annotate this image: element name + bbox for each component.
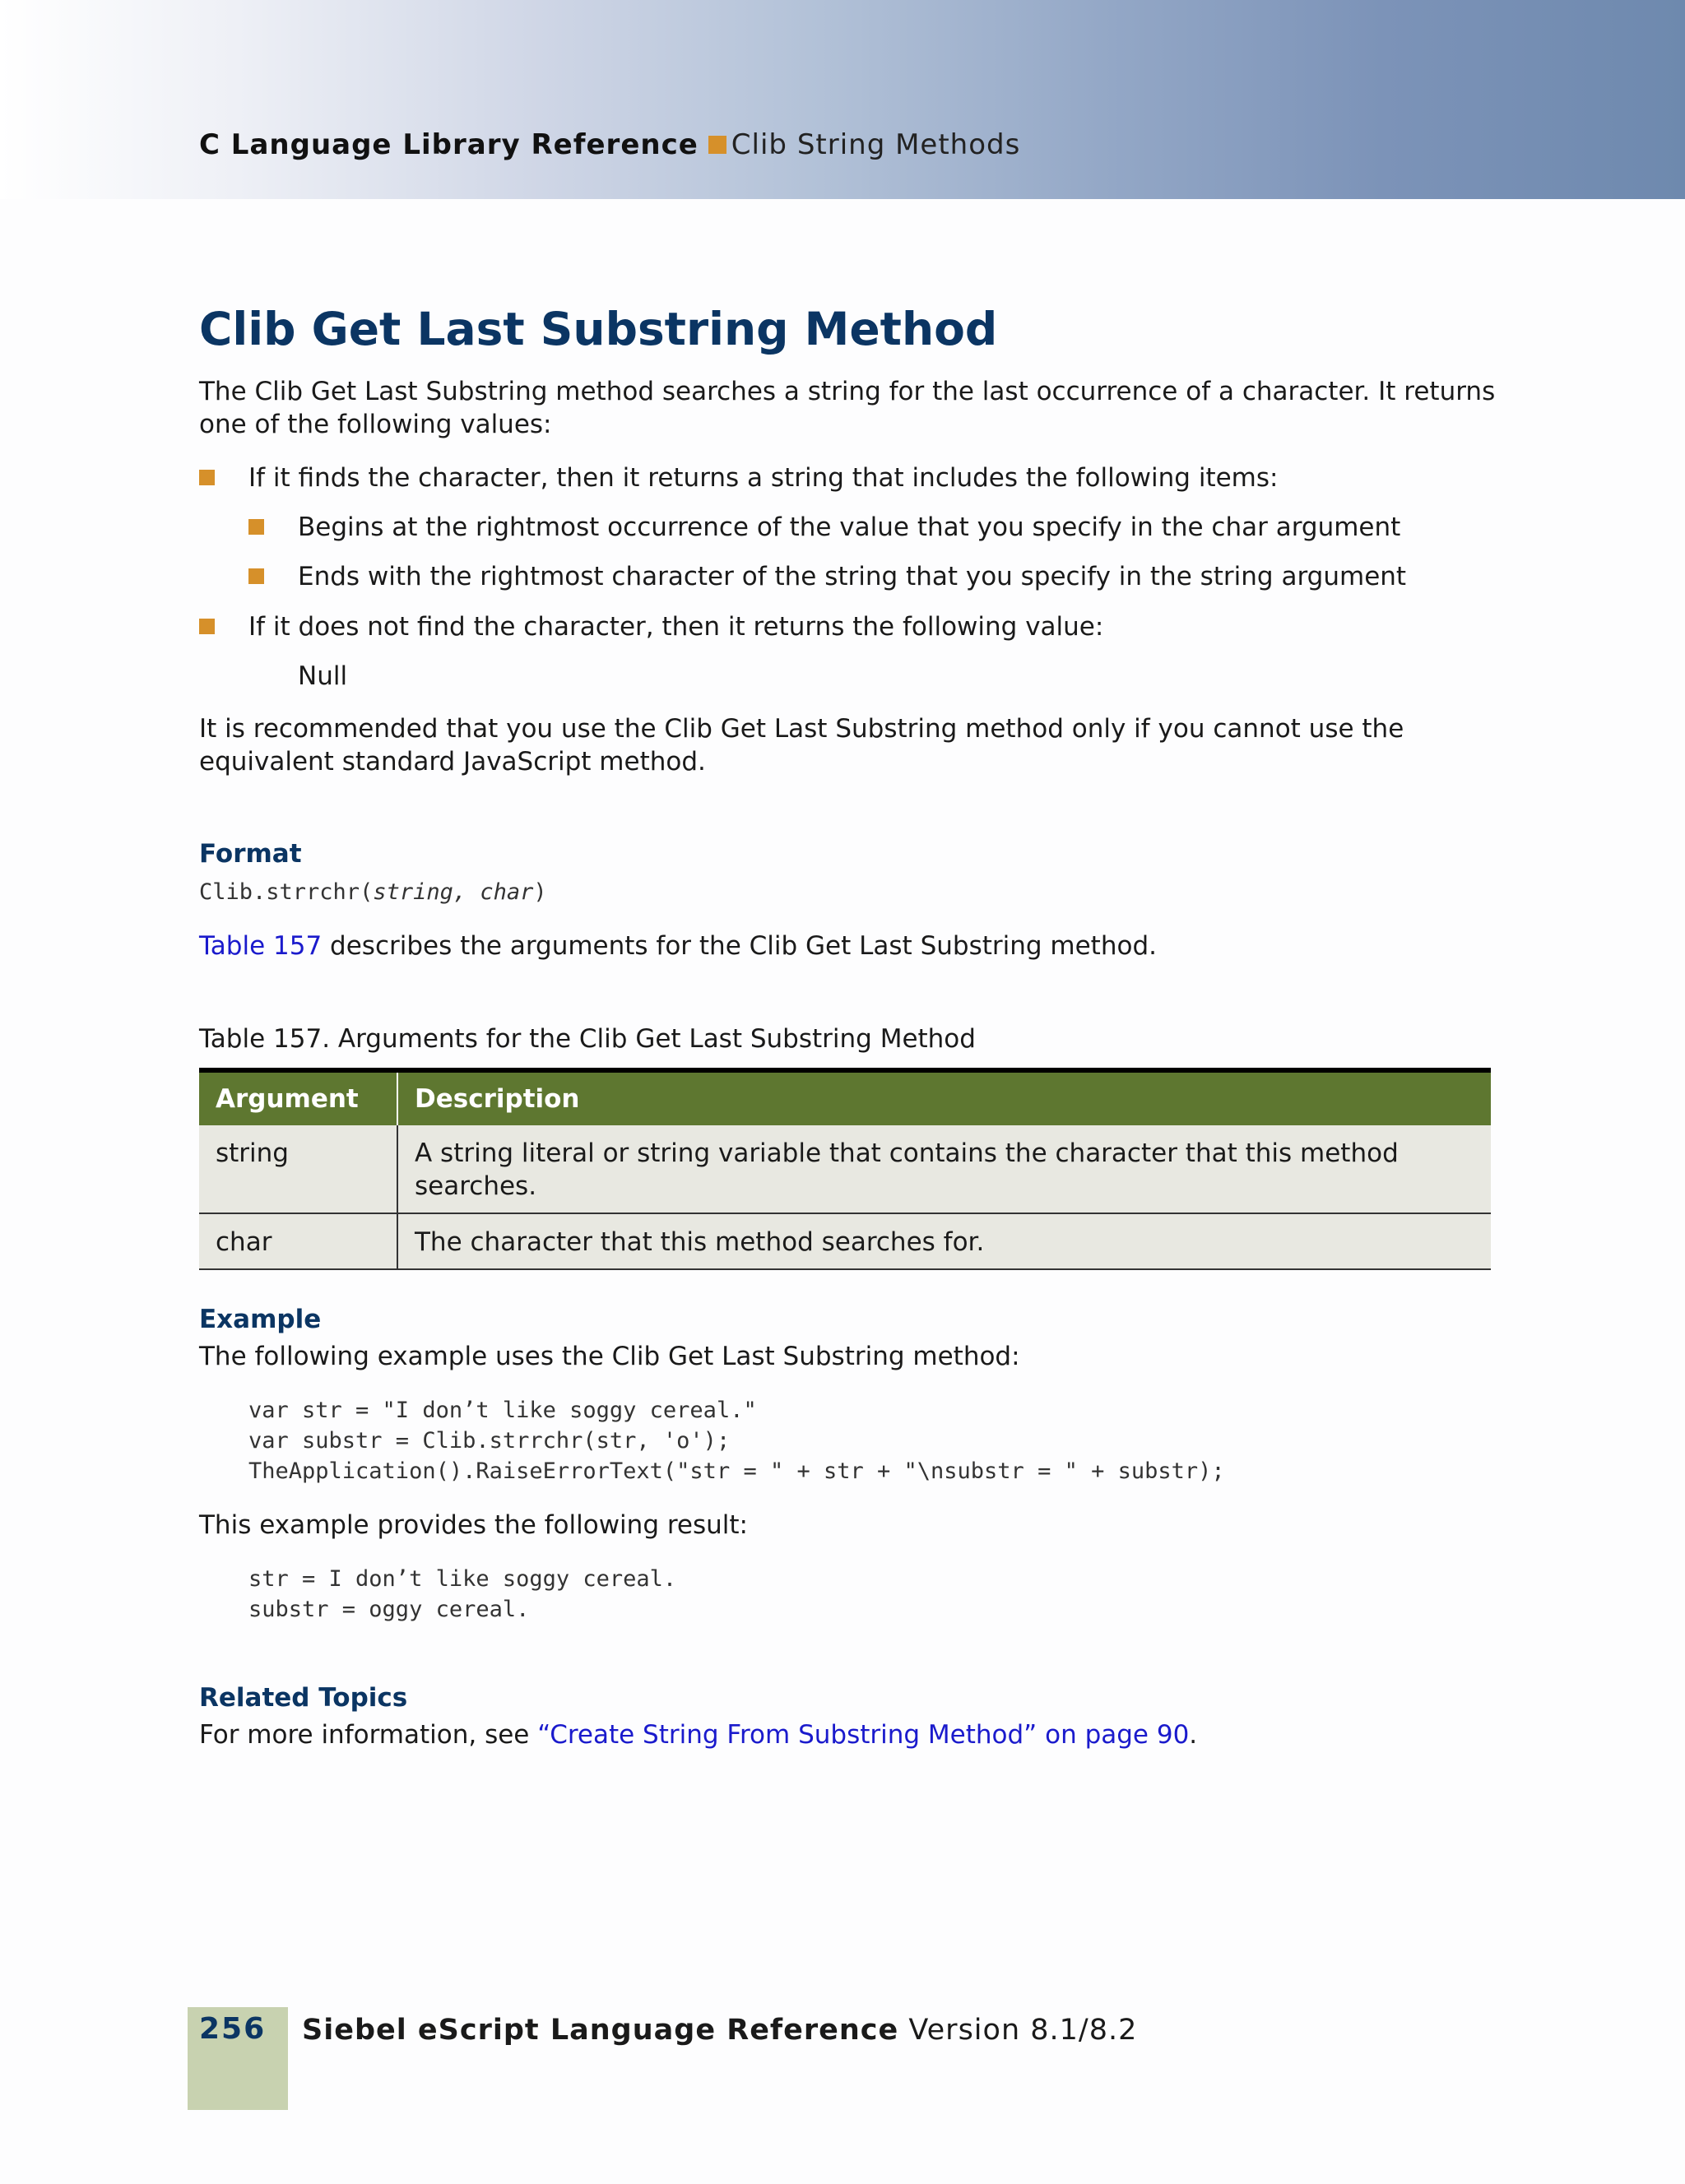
header-argument: Argument: [199, 1070, 397, 1125]
example-heading: Example: [199, 1305, 322, 1334]
book-title: Siebel eScript Language Reference: [302, 2014, 899, 2047]
page-title: Clib Get Last Substring Method: [199, 303, 998, 355]
table-caption: Table 157. Arguments for the Clib Get Last Substring Method: [199, 1024, 976, 1054]
example-intro: The following example uses the Clib Get Last Substring method:: [199, 1342, 1020, 1371]
bullet-square-icon: [199, 470, 215, 485]
related-text: For more information, see: [199, 1720, 538, 1750]
bullet-square-icon: [199, 619, 215, 634]
related-topics-heading: Related Topics: [199, 1683, 408, 1713]
bullet-not-found: If it does not find the character, then it returns the following value:: [248, 612, 1104, 642]
result-intro: This example provides the following result:: [199, 1510, 748, 1540]
header-description: Description: [397, 1070, 1491, 1125]
null-value: Null: [298, 661, 348, 691]
recommendation-paragraph: It is recommended that you use the Clib Get Last Substring method only if you cannot use the equivalent standard JavaScript method.: [199, 714, 1404, 777]
arguments-table: [199, 1068, 1491, 1270]
example-code-line: var substr = Clib.strrchr(str, 'o');: [248, 1428, 731, 1454]
cell-argument: char: [199, 1213, 397, 1269]
intro-paragraph: The Clib Get Last Substring method searches a string for the last occurrence of a character. It returns one of the following values:: [199, 377, 1496, 439]
bullet-square-icon: [248, 568, 264, 584]
breadcrumb-sub: Clib String Methods: [731, 128, 1021, 161]
table-row: [199, 1213, 1491, 1269]
format-heading: Format: [199, 839, 302, 869]
sub-bullet-begins: Begins at the rightmost occurrence of the value that you specify in the char argument: [298, 512, 1401, 542]
related-topics-line: [199, 1718, 1197, 1751]
example-code-line: var str = "I don’t like soggy cereal.": [248, 1398, 757, 1423]
table-reference-line: [199, 930, 1157, 962]
bullet-square-icon: [248, 519, 264, 535]
breadcrumb: [199, 128, 1020, 161]
format-code-suffix: ): [533, 879, 547, 905]
book-version: Version 8.1/8.2: [898, 2014, 1138, 2047]
related-end: .: [1189, 1720, 1198, 1750]
table-reference-text: describes the arguments for the Clib Get Last Substring method.: [322, 931, 1157, 961]
cell-description: The character that this method searches for.: [397, 1213, 1491, 1269]
format-code-args: string, char: [373, 879, 534, 905]
bullet-found: If it finds the character, then it returns a string that includes the following items:: [248, 463, 1279, 493]
breadcrumb-separator-icon: [708, 136, 726, 154]
result-code-line: substr = oggy cereal.: [248, 1597, 530, 1622]
footer-book-title: [302, 2014, 1137, 2047]
result-code-line: str = I don’t like soggy cereal.: [248, 1566, 677, 1592]
cell-description: A string literal or string variable that contains the character that this method searches.: [397, 1125, 1491, 1213]
table-row: [199, 1125, 1491, 1213]
header-band: [0, 0, 1685, 199]
page-number: 256: [199, 2012, 267, 2046]
format-code: [199, 877, 547, 907]
cell-argument: string: [199, 1125, 397, 1213]
sub-bullet-ends: Ends with the rightmost character of the string that you specify in the string argument: [298, 562, 1407, 591]
table-157-link[interactable]: Table 157: [199, 931, 323, 961]
related-link[interactable]: “Create String From Substring Method” on page 90: [537, 1720, 1190, 1750]
example-code-line: TheApplication().RaiseErrorText("str = " + str + "\nsubstr = " + substr);: [248, 1458, 1225, 1484]
table-header-row: [199, 1070, 1491, 1125]
format-code-prefix: Clib.strrchr(: [199, 879, 374, 905]
breadcrumb-main: C Language Library Reference: [199, 128, 699, 161]
